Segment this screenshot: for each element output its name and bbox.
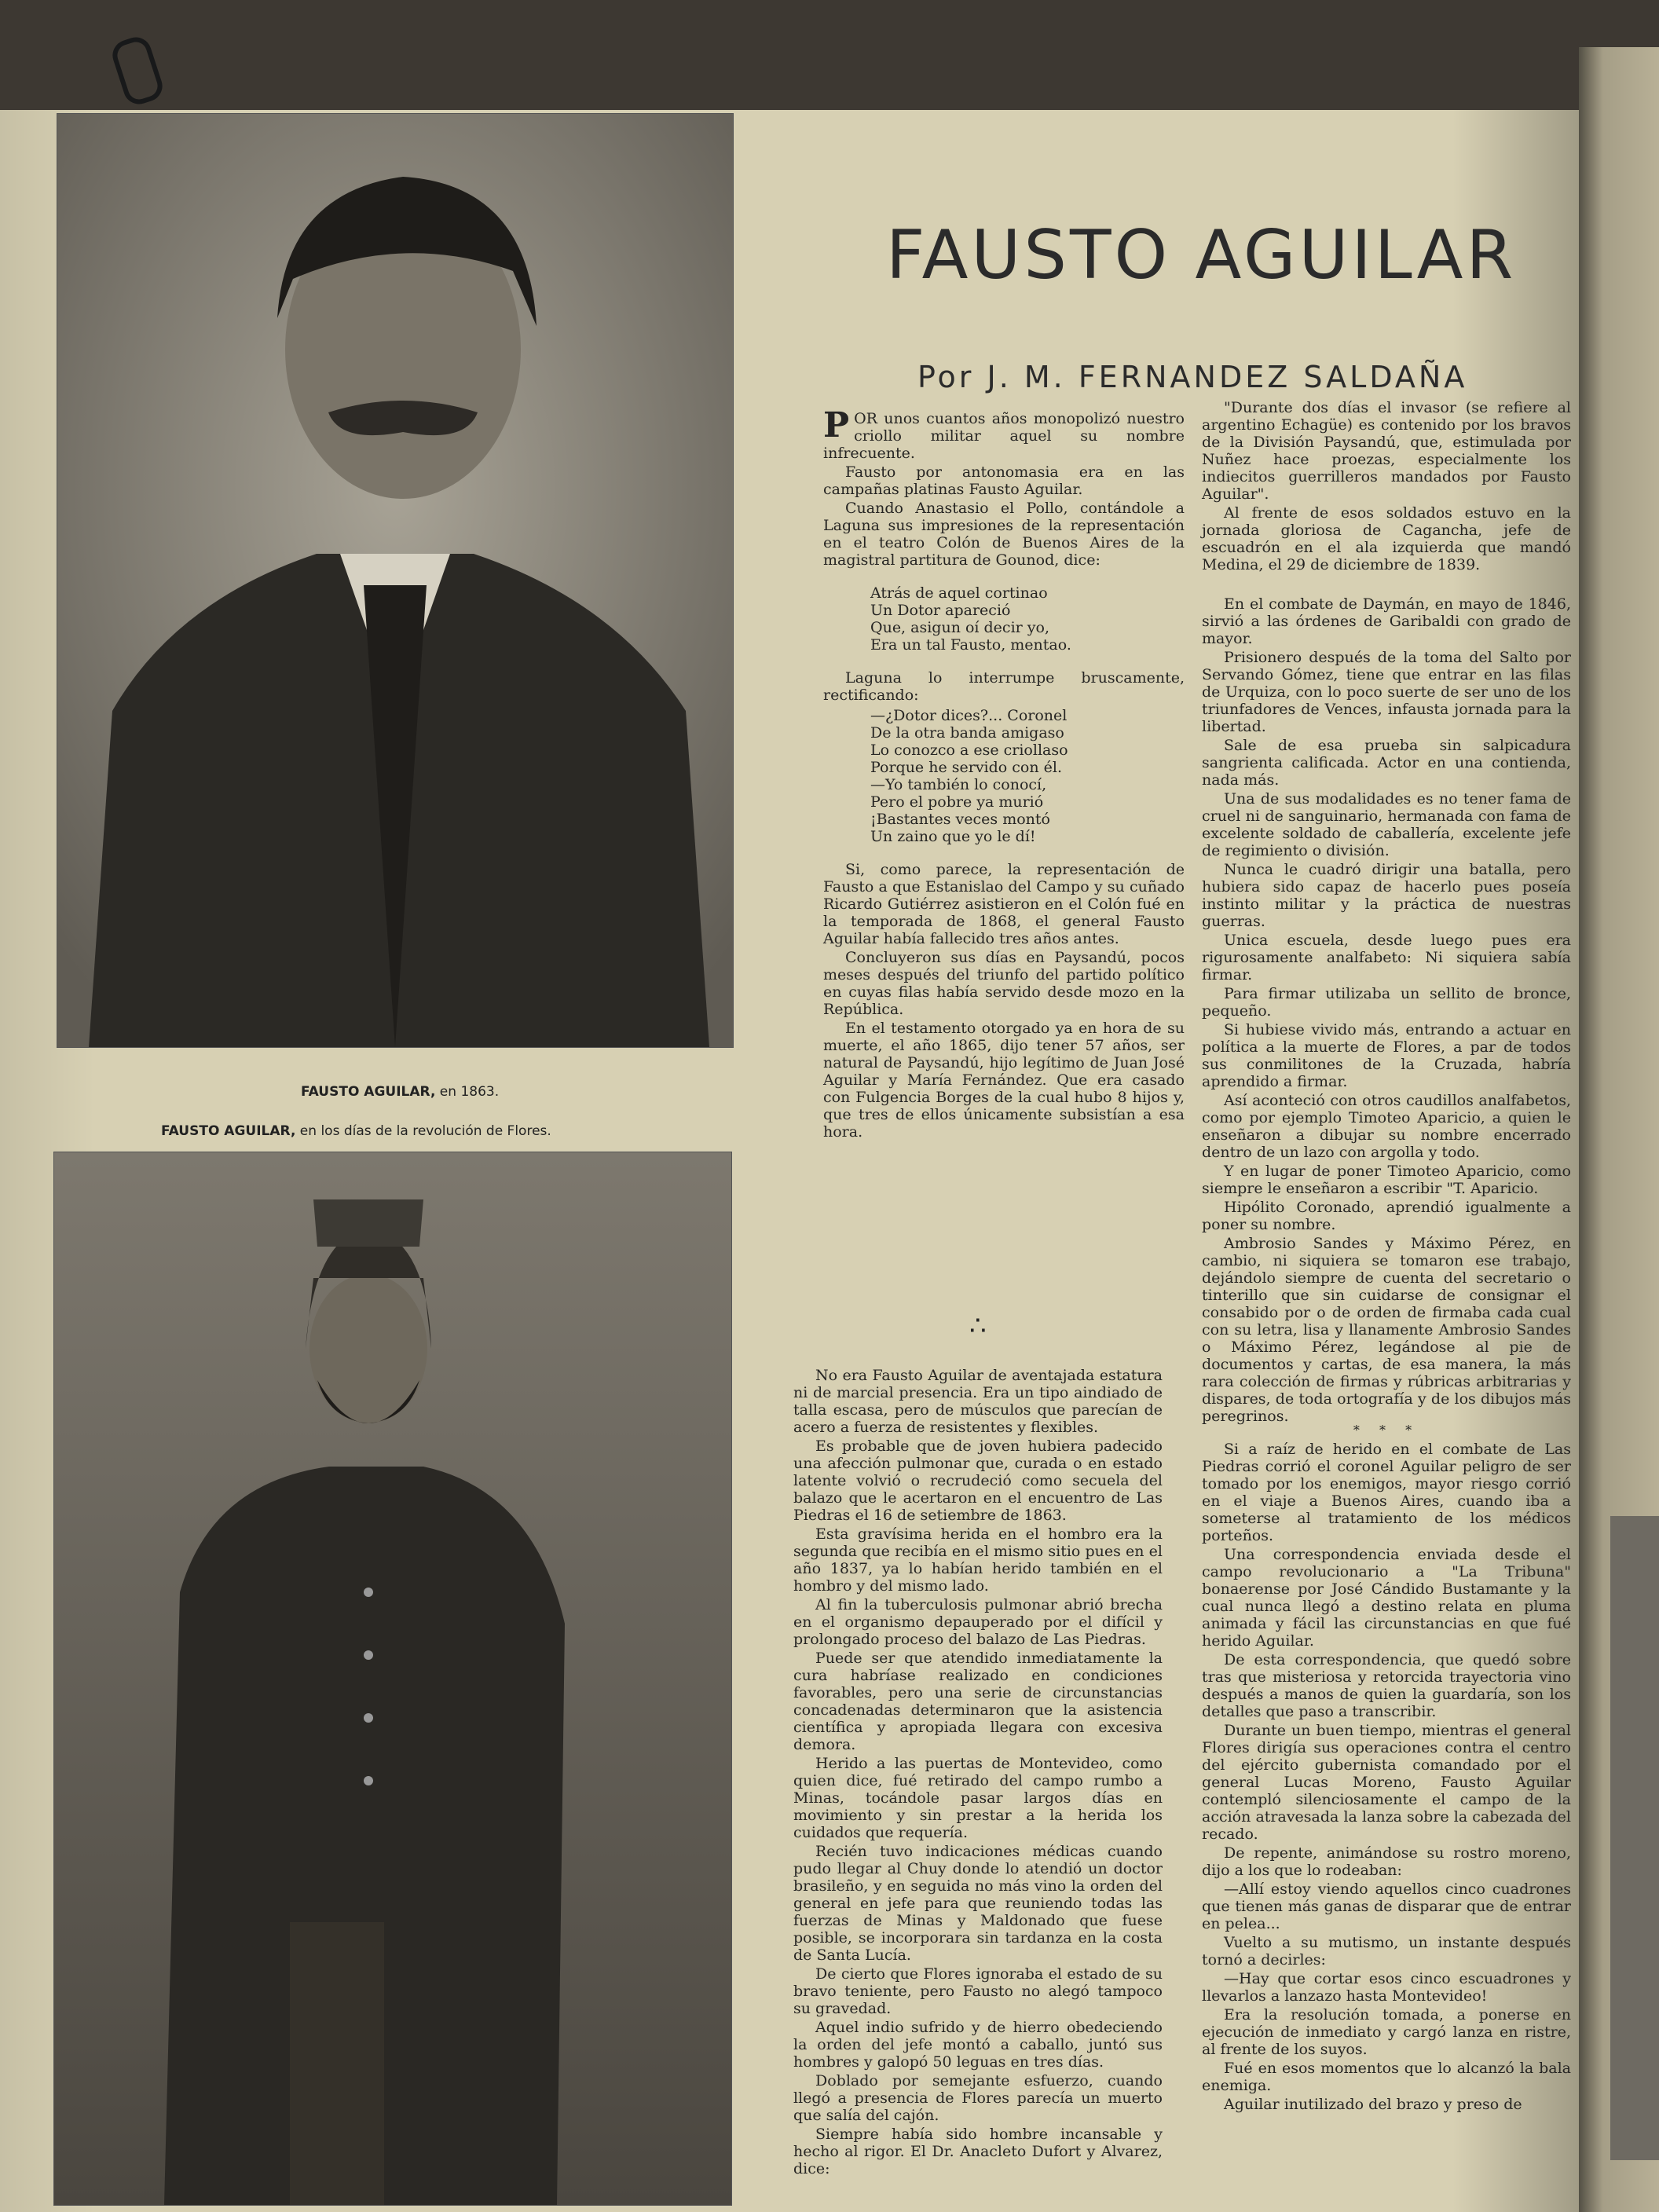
article-paragraph: Una correspondencia enviada desde el campo revolucionario a "La Tribuna" bonaerense por José Cándido Bustamante y la cual nunca llegó a destino relata en pluma animada y fácil las circunstancias en que fué herido Aguilar. [1202,1546,1571,1650]
article-paragraph: Doblado por semejante esfuerzo, cuando llegó a presencia de Flores parecía un muerto que salía del cajón. [793,2072,1163,2124]
article-paragraph: De cierto que Flores ignoraba el estado de su bravo teniente, pero Fausto no alegó tampoco su gravedad. [793,1965,1163,2017]
text-column-left-top [823,405,1185,1142]
article-paragraph: Herido a las puertas de Montevideo, como quien dice, fué retirado del campo rumbo a Minas, tocándole pasar largos días en movimiento y sin prestar a la herida los cuidados que requería. [793,1755,1163,1841]
caption-photo-1863: FAUSTO AGUILAR, en 1863. [301,1084,500,1100]
article-paragraph: Concluyeron sus días en Paysandú, pocos meses después del triunfo del partido político en cuyas filas había servido desde mozo en la República. [823,949,1185,1018]
article-paragraph: De esta correspondencia, que quedó sobre tras que misteriosa y retorcida trayectoria vino después a manos de quien la guardaría, son los detalles que paso a transcribir. [1202,1651,1571,1720]
verse-line: Atrás de aquel cortinao [870,584,1048,602]
article-paragraph: En el combate de Daymán, en mayo de 1846, sirvió a las órdenes de Garibaldi con grado de mayor. [1202,595,1571,647]
article-paragraph: Siempre había sido hombre incansable y hecho al rigor. El Dr. Anacleto Dufort y Alvarez, dice: [793,2126,1163,2177]
next-page-photo-fragment [1610,1516,1659,2160]
article-paragraph: Al fin la tuberculosis pulmonar abrió brecha en el organismo depauperado por el difícil y prolongado proceso del balazo de Las Piedras. [793,1596,1163,1648]
article-paragraph: Puede ser que atendido inmediatamente la cura habríase realizado en condiciones favorables, pero una serie de circunstancias concadenadas determinaron que la asistencia científica y apropiada llegara con excesiva demora. [793,1650,1163,1753]
article-paragraph: Cuando Anastasio el Pollo, contándole a Laguna sus impresiones de la representación en el teatro Colón de Buenos Aires de la magistral partitura de Gounod, dice: [823,500,1185,569]
section-dots: * * * [1353,1423,1420,1437]
article-title: FAUSTO AGUILAR [886,216,1517,295]
verse-line: ¡Bastantes veces montó [870,811,1050,828]
verse-line: Un zaino que yo le dí! [870,828,1036,845]
verse-block-2 [870,707,1185,845]
verse-line: Que, asigun oí decir yo, [870,619,1049,636]
binder-clip [108,33,167,108]
article-paragraph: Es probable que de joven hubiera padecido una afección pulmonar que, curada o en estado latente volvió o recrudeció como secuela del balazo que le acertaron en el encuentro de Las Piedras el 16 de setiembre de 1863. [793,1437,1163,1524]
article-paragraph: Si a raíz de herido en el combate de Las Piedras corrió el coronel Aguilar peligro de ser tomado por los enemigos, mayor riesgo corrió en el viaje a Buenos Aires, cuando iba a someterse al tratamiento de los médicos porteños. [1202,1441,1571,1544]
article-paragraph: No era Fausto Aguilar de aventajada estatura ni de marcial presencia. Era un tipo aindiado de talla escasa, pero de músculos que parecían de acero a fuerza de resistentes y flexibles. [793,1367,1163,1436]
article-paragraph: Al frente de esos soldados estuvo en la jornada gloriosa de Cagancha, jefe de escuadrón en el ala izquierda que mandó Medina, el 29 de diciembre de 1839. [1202,504,1571,573]
text-column-right [1202,399,1571,2115]
text-column-left-bottom [793,1367,1163,2179]
article-paragraph: De repente, animándose su rostro moreno, dijo a los que lo rodeaban: [1202,1844,1571,1879]
article-paragraph: Era la resolución tomada, a ponerse en ejecución de inmediato y cargó lanza en ristre, al frente de los suyos. [1202,2006,1571,2058]
article-paragraph: Aguilar inutilizado del brazo y preso de [1224,2096,1522,2113]
verse-line: —¿Dotor dices?... Coronel [870,707,1068,724]
article-paragraph: Así aconteció con otros caudillos analfabetos, como por ejemplo Timoteo Aparicio, a quien le enseñaron a dibujar su nombre encerrado dentro de un lazo con argolla y todo. [1202,1092,1571,1161]
portrait-revolution-image [54,1152,731,2205]
article-paragraph: Fausto por antonomasia era en las campañas platinas Fausto Aguilar. [823,463,1185,498]
article-paragraph: Durante un buen tiempo, mientras el general Flores dirigía sus operaciones contra el centro del ejército gubernista comandado por el general Lucas Moreno, Fausto Aguilar contempló silenciosamente el campo de la acción atravesada la lanza sobre la cabezada del recado. [1202,1722,1571,1843]
portrait-photo-1863 [57,113,734,1048]
article-paragraph: En el testamento otorgado ya en hora de su muerte, el año 1865, dijo tener 57 años, ser natural de Paysandú, hijo legítimo de Juan José Aguilar y María Fernández. Que era casado con Fulgencia Borges de la cual hubo 8 hijos y, que tres de ellos únicamente subsistían a esa hora. [823,1020,1185,1141]
article-paragraph: Vuelto a su mutismo, un instante después tornó a decirles: [1202,1934,1571,1968]
article-paragraph: Hipólito Coronado, aprendió igualmente a poner su nombre. [1202,1199,1571,1233]
magazine-page [0,110,1579,2212]
section-separator: ∴ [969,1310,988,1342]
article-paragraph: Aquel indio sufrido y de hierro obedeciendo la orden del jefe montó a caballo, juntó sus hombres y galopó 50 leguas en tres días. [793,2019,1163,2071]
article-paragraph: Esta gravísima herida en el hombro era la segunda que recibía en el mismo sitio pues en el año 1837, ya lo habían herido también en el hombro y del mismo lado. [793,1525,1163,1595]
article-paragraph: Fué en esos momentos que lo alcanzó la bala enemiga. [1202,2060,1571,2094]
article-paragraph: Sale de esa prueba sin salpicadura sangrienta calificada. Actor en una contienda, nada más. [1202,737,1571,789]
article-paragraph: Prisionero después de la toma del Salto por Servando Gómez, tiene que entrar en las filas de Urquiza, con lo poco suerte de ser uno de los triunfadores de Vences, infausta jornada para la libertad. [1202,649,1571,735]
verse-line: Pero el pobre ya murió [870,793,1044,811]
article-paragraph: —Hay que cortar esos cinco escuadrones y llevarlos a lanzazo hasta Montevideo! [1202,1970,1571,2005]
verse-line: Lo conozco a ese criollaso [870,742,1068,759]
article-paragraph: Y en lugar de poner Timoteo Aparicio, como siempre le enseñaron a escribir "T. Aparicio. [1202,1163,1571,1197]
article-paragraph: Para firmar utilizaba un sellito de bronce, pequeño. [1202,985,1571,1020]
article-paragraph: Unica escuela, desde luego pues era rigurosamente analfabeto: Ni siquiera sabía firmar. [1202,932,1571,983]
quote-paragraph: "Durante dos días el invasor (se refiere al argentino Echagüe) es contenido por los bravos de la División Paysandú, que, estimulada por Nuñez hace proezas, especialmente los indiecitos guerrilleros mandados por Fausto Aguilar". [1202,399,1571,503]
verse-block-1 [870,584,1185,654]
verse-line: Era un tal Fausto, mentao. [870,636,1071,654]
article-paragraph: Recién tuvo indicaciones médicas cuando pudo llegar al Chuy donde lo atendió un doctor brasileño, y en seguida no más vino la orden del general en jefe para que reuniendo todas las fuerzas de Minas y Maldonado que fuese posible, se incorporara sin tardanza en la costa de Santa Lucía. [793,1843,1163,1964]
verse-line: Porque he servido con él. [870,759,1062,776]
paragraph-gap [1202,575,1571,595]
verse-line: —Yo también lo conocí, [870,776,1047,793]
verse-line: Un Dotor apareció [870,602,1011,619]
article-paragraph: POR unos cuantos años monopolizó nuestro criollo militar aquel su nombre infrecuente. [823,405,1185,462]
article-paragraph: Laguna lo interrumpe bruscamente, rectificando: [823,669,1185,704]
portrait-1863-image [57,114,733,1047]
article-paragraph: Ambrosio Sandes y Máximo Pérez, en cambio, ni siquiera se tomaron ese trabajo, dejándolo siempre de cuenta del secretario o tinterillo que sin cuidarse de consignar el consabido por o de orden de firmaba cada cual con su letra, lisa y llanamente Ambrosio Sandes o Máximo Pérez, legándose al pie de documentos y cartas, de esa manera, la más rara colección de firmas y rúbricas arbitrarias y dispares, de toda ortografía y de los dibujos más peregrinos. [1202,1235,1571,1425]
caption-photo-revolution: FAUSTO AGUILAR, en los días de la revolución de Flores. [161,1123,551,1139]
portrait-photo-revolution [53,1152,732,2206]
article-paragraph: —Allí estoy viendo aquellos cinco cuadrones que tienen más ganas de disparar que de entrar en pelea... [1202,1881,1571,1932]
article-byline: Por J. M. FERNANDEZ SALDAÑA [917,360,1468,394]
article-paragraph: Una de sus modalidades es no tener fama de cruel ni de sanguinario, hermanada con fama de excelente soldado de caballería, excelente jefe de regimiento o división. [1202,790,1571,859]
verse-line: De la otra banda amigaso [870,724,1064,742]
article-paragraph: Si hubiese vivido más, entrando a actuar en política a la muerte de Flores, a par de todos sus conmilitones de la Cruzada, habría aprendido a firmar. [1202,1021,1571,1090]
article-paragraph: Si, como parece, la representación de Fausto a que Estanislao del Campo y su cuñado Ricardo Gutiérrez asistieron en el Colón fué en la temporada de 1868, el general Fausto Aguilar había fallecido tres años antes. [823,861,1185,947]
article-paragraph: Nunca le cuadró dirigir una batalla, pero hubiera sido capaz de hacerlo pues poseía instinto militar y la práctica de nuestras guerras. [1202,861,1571,930]
